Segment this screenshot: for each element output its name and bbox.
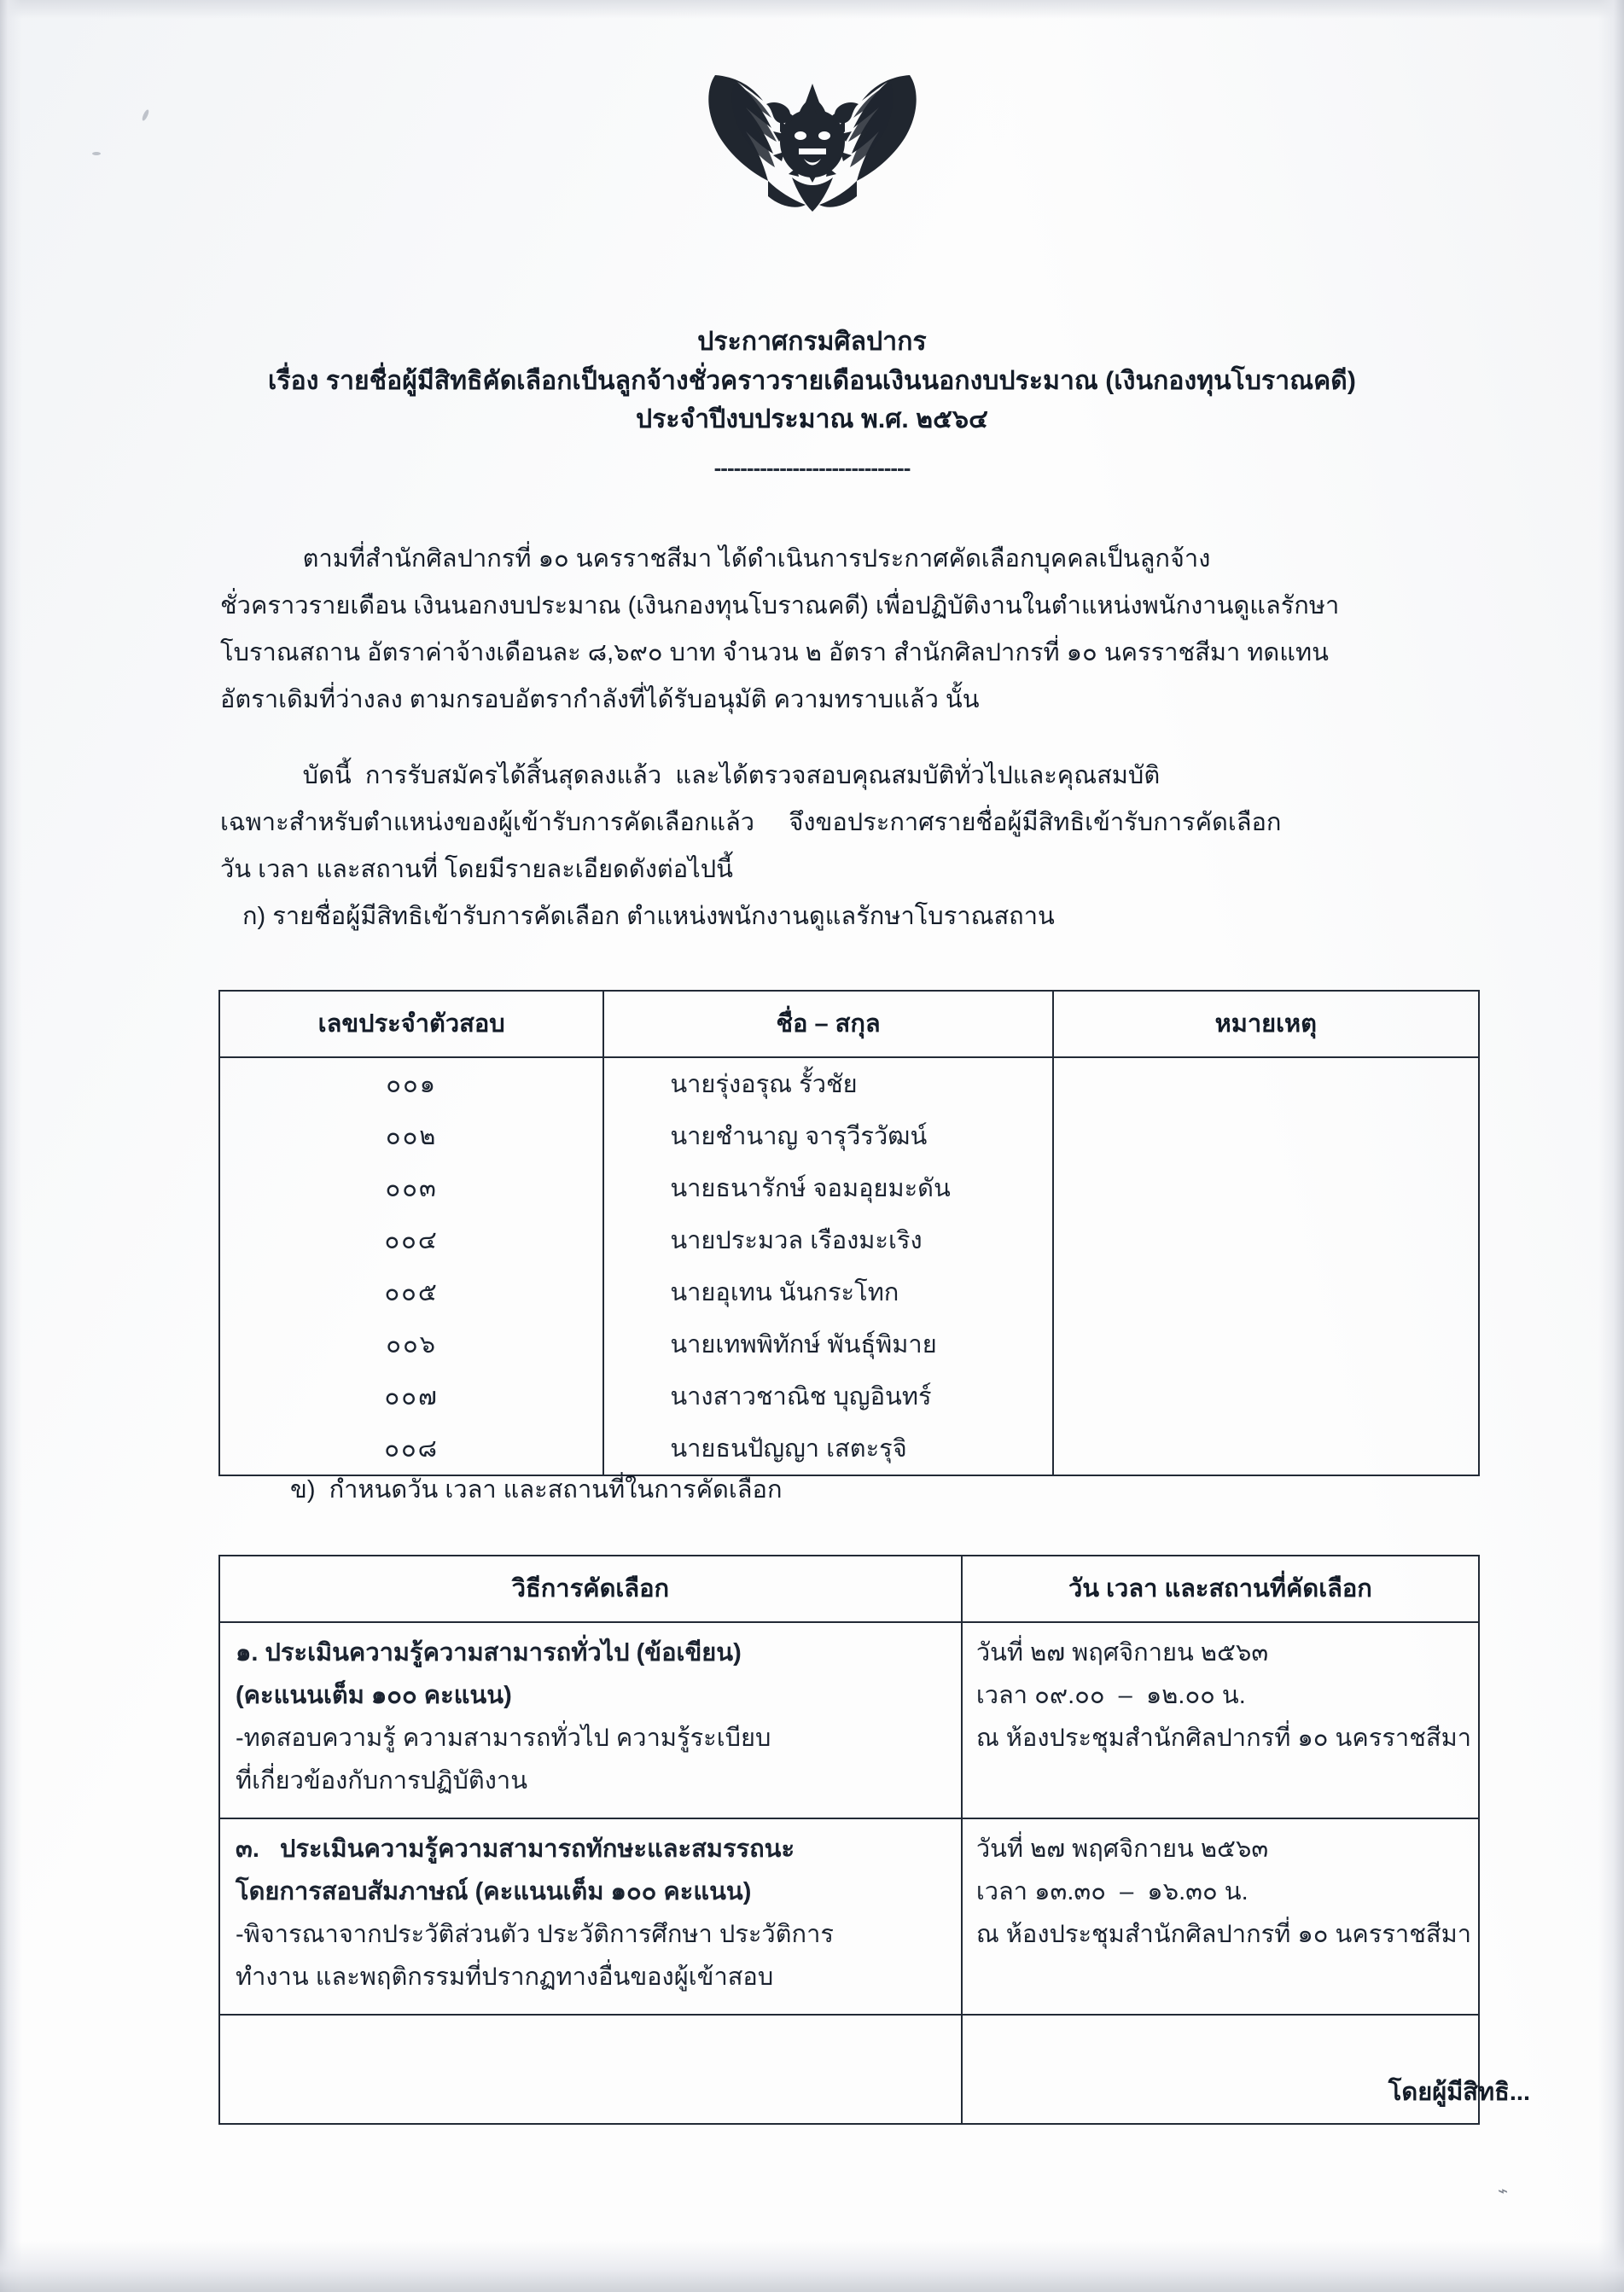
thai-garuda-emblem (684, 53, 940, 215)
table-row (219, 1818, 1479, 2015)
table-row (219, 1057, 1479, 1110)
method-line: ๓. ประเมินความรู้ความสามารถทักษะและสมรรถนะ (236, 1835, 795, 1863)
when-line: ณ ห้องประชุมสำนักศิลปากรที่ ๑๐ นครราชสีมา (975, 1921, 1471, 1948)
paragraph1-line2: ชั่วคราวรายเดือน เงินนอกงบประมาณ (เงินกองทุนโบราณคดี) เพื่อปฏิบัติงานในตำแหน่งพนักงานดูแลรักษา (220, 592, 1340, 620)
cell-exam-number: ๐๐๓ (219, 1162, 603, 1214)
cell-full-name: นายธนารักษ์ จอมอุยมะดัน (603, 1162, 1052, 1214)
cell-exam-number: ๐๐๘ (219, 1422, 603, 1475)
table-row (219, 1214, 1479, 1266)
method-line: -พิจารณาจากประวัติส่วนตัว ประวัติการศึกษา ประวัติการ (236, 1921, 834, 1948)
continuation-note: โดยผู้มีสิทธิ... (1388, 2079, 1530, 2106)
cell-remark (1053, 1214, 1479, 1266)
column-header-exam-number: เลขประจำตัวสอบ (219, 991, 603, 1057)
when-line: วันที่ ๒๗ พฤศจิกายน ๒๕๖๓ (975, 1835, 1269, 1863)
scan-edge-left (0, 0, 22, 2292)
table-header-row (219, 991, 1479, 1057)
table-row (219, 1110, 1479, 1162)
column-header-date-time-place: วัน เวลา และสถานที่คัดเลือก (962, 1556, 1479, 1622)
cell-exam-number: ๐๐๖ (219, 1318, 603, 1370)
table-header-row (219, 1556, 1479, 1622)
cell-selection-method (219, 1622, 962, 1818)
cell-full-name: นายชำนาญ จารุวีรวัฒน์ (603, 1110, 1052, 1162)
cell-empty-method (219, 2015, 962, 2124)
method-line: ๑. ประเมินความรู้ความสามารถทั่วไป (ข้อเขียน) (236, 1639, 742, 1667)
cell-remark (1053, 1057, 1479, 1110)
announcement-subject-line: เรื่อง รายชื่อผู้มีสิทธิคัดเลือกเป็นลูกจ้างชั่วคราวรายเดือนเงินนอกงบประมาณ (เงินกองทุนโบราณคดี) (268, 366, 1356, 395)
table-row (219, 1422, 1479, 1475)
when-line: เวลา ๐๙.๐๐ – ๑๒.๐๐ น. (975, 1682, 1246, 1709)
paragraph1-line1: ตามที่สำนักศิลปากรที่ ๑๐ นครราชสีมา ได้ดำเนินการประกาศคัดเลือกบุคคลเป็นลูกจ้าง (220, 545, 1211, 573)
cell-remark (1053, 1162, 1479, 1214)
table-row (219, 1162, 1479, 1214)
method-line: โดยการสอบสัมภาษณ์ (คะแนนเต็ม ๑๐๐ คะแนน) (236, 1878, 752, 1905)
cell-selection-method (219, 1818, 962, 2015)
cell-exam-number: ๐๐๔ (219, 1214, 603, 1266)
paragraph1-line3: โบราณสถาน อัตราค่าจ้างเดือนละ ๘,๖๙๐ บาท จำนวน ๒ อัตรา สำนักศิลปากรที่ ๑๐ นครราชสีมา ทดแทน (220, 639, 1329, 666)
method-line: ที่เกี่ยวข้องกับการปฏิบัติงาน (236, 1767, 528, 1795)
cell-exam-number: ๐๐๑ (219, 1057, 603, 1110)
table-row (219, 1370, 1479, 1422)
announcement-org-line: ประกาศกรมศิลปากร (697, 328, 927, 356)
applicants-table (218, 990, 1480, 1476)
cell-remark (1053, 1370, 1479, 1422)
table-row (219, 1266, 1479, 1318)
when-line: เวลา ๑๓.๓๐ – ๑๖.๓๐ น. (975, 1878, 1249, 1905)
cell-full-name: นายธนปัญญา เสตะรุจิ (603, 1422, 1052, 1475)
table-row (219, 1622, 1479, 1818)
cell-full-name: นายเทพพิทักษ์ พันธุ์พิมาย (603, 1318, 1052, 1370)
cell-remark (1053, 1318, 1479, 1370)
cell-exam-number: ๐๐๕ (219, 1266, 603, 1318)
cell-full-name: นางสาวชาณิช บุญอินทร์ (603, 1370, 1052, 1422)
method-line: ทำงาน และพฤติกรรมที่ปรากฏทางอื่นของผู้เข้าสอบ (236, 1963, 774, 1991)
when-line: วันที่ ๒๗ พฤศจิกายน ๒๕๖๓ (975, 1639, 1269, 1667)
heading-divider: ------------------------------ (713, 454, 911, 480)
column-header-full-name: ชื่อ – สกุล (603, 991, 1052, 1057)
cell-full-name: นายอุเทน นันกระโทก (603, 1266, 1052, 1318)
paragraph-spacer (220, 724, 1458, 753)
table-spacer-row (219, 2015, 1479, 2124)
cell-exam-number: ๐๐๒ (219, 1110, 603, 1162)
paragraph2-line2: เฉพาะสำหรับตำแหน่งของผู้เข้ารับการคัดเลือกแล้ว จึงขอประกาศรายชื่อผู้มีสิทธิเข้ารับการคัดเลือก (220, 809, 1282, 836)
paragraph1-line4: อัตราเดิมที่ว่างลง ตามกรอบอัตรากำลังที่ได้รับอนุมัติ ความทราบแล้ว นั้น (220, 686, 980, 713)
cell-remark (1053, 1110, 1479, 1162)
scan-artifact: ⌁ (1496, 2181, 1510, 2202)
scan-edge-bottom (0, 2241, 1624, 2292)
method-line: -ทดสอบความรู้ ความสามารถทั่วไป ความรู้ระเบียบ (236, 1725, 771, 1752)
column-header-selection-method: วิธีการคัดเลือก (219, 1556, 962, 1622)
announcement-fiscal-year-line: ประจำปีงบประมาณ พ.ศ. ๒๕๖๔ (636, 405, 988, 434)
emblem-container (0, 53, 1624, 215)
cell-full-name: นายประมวล เรืองมะเริง (603, 1214, 1052, 1266)
when-line: ณ ห้องประชุมสำนักศิลปากรที่ ๑๐ นครราชสีมา (975, 1725, 1471, 1752)
cell-remark (1053, 1266, 1479, 1318)
cell-full-name: นายรุ่งอรุณ รั้วชัย (603, 1057, 1052, 1110)
scan-edge-top (0, 0, 1624, 19)
paragraph2-line3: วัน เวลา และสถานที่ โดยมีรายละเอียดดังต่อไปนี้ (220, 856, 733, 883)
scan-edge-right (1598, 0, 1624, 2292)
schedule-table (218, 1555, 1480, 2125)
method-line: (คะแนนเต็ม ๑๐๐ คะแนน) (236, 1682, 512, 1709)
section-b-heading: ข) กำหนดวัน เวลา และสถานที่ในการคัดเลือก (290, 1476, 783, 1504)
cell-exam-number: ๐๐๗ (219, 1370, 603, 1422)
column-header-remark: หมายเหตุ (1053, 991, 1479, 1057)
cell-date-time-place (962, 1622, 1479, 1818)
paragraph2-line1: บัดนี้ การรับสมัครได้สิ้นสุดลงแล้ว และได้ตรวจสอบคุณสมบัติทั่วไปและคุณสมบัติ (220, 762, 1161, 789)
document-heading (102, 323, 1522, 481)
cell-remark (1053, 1422, 1479, 1475)
section-a-heading: ก) รายชื่อผู้มีสิทธิเข้ารับการคัดเลือก ตำแหน่งพนักงานดูแลรักษาโบราณสถาน (242, 903, 1055, 930)
cell-date-time-place (962, 1818, 1479, 2015)
table-row (219, 1318, 1479, 1370)
document-body (220, 536, 1458, 940)
